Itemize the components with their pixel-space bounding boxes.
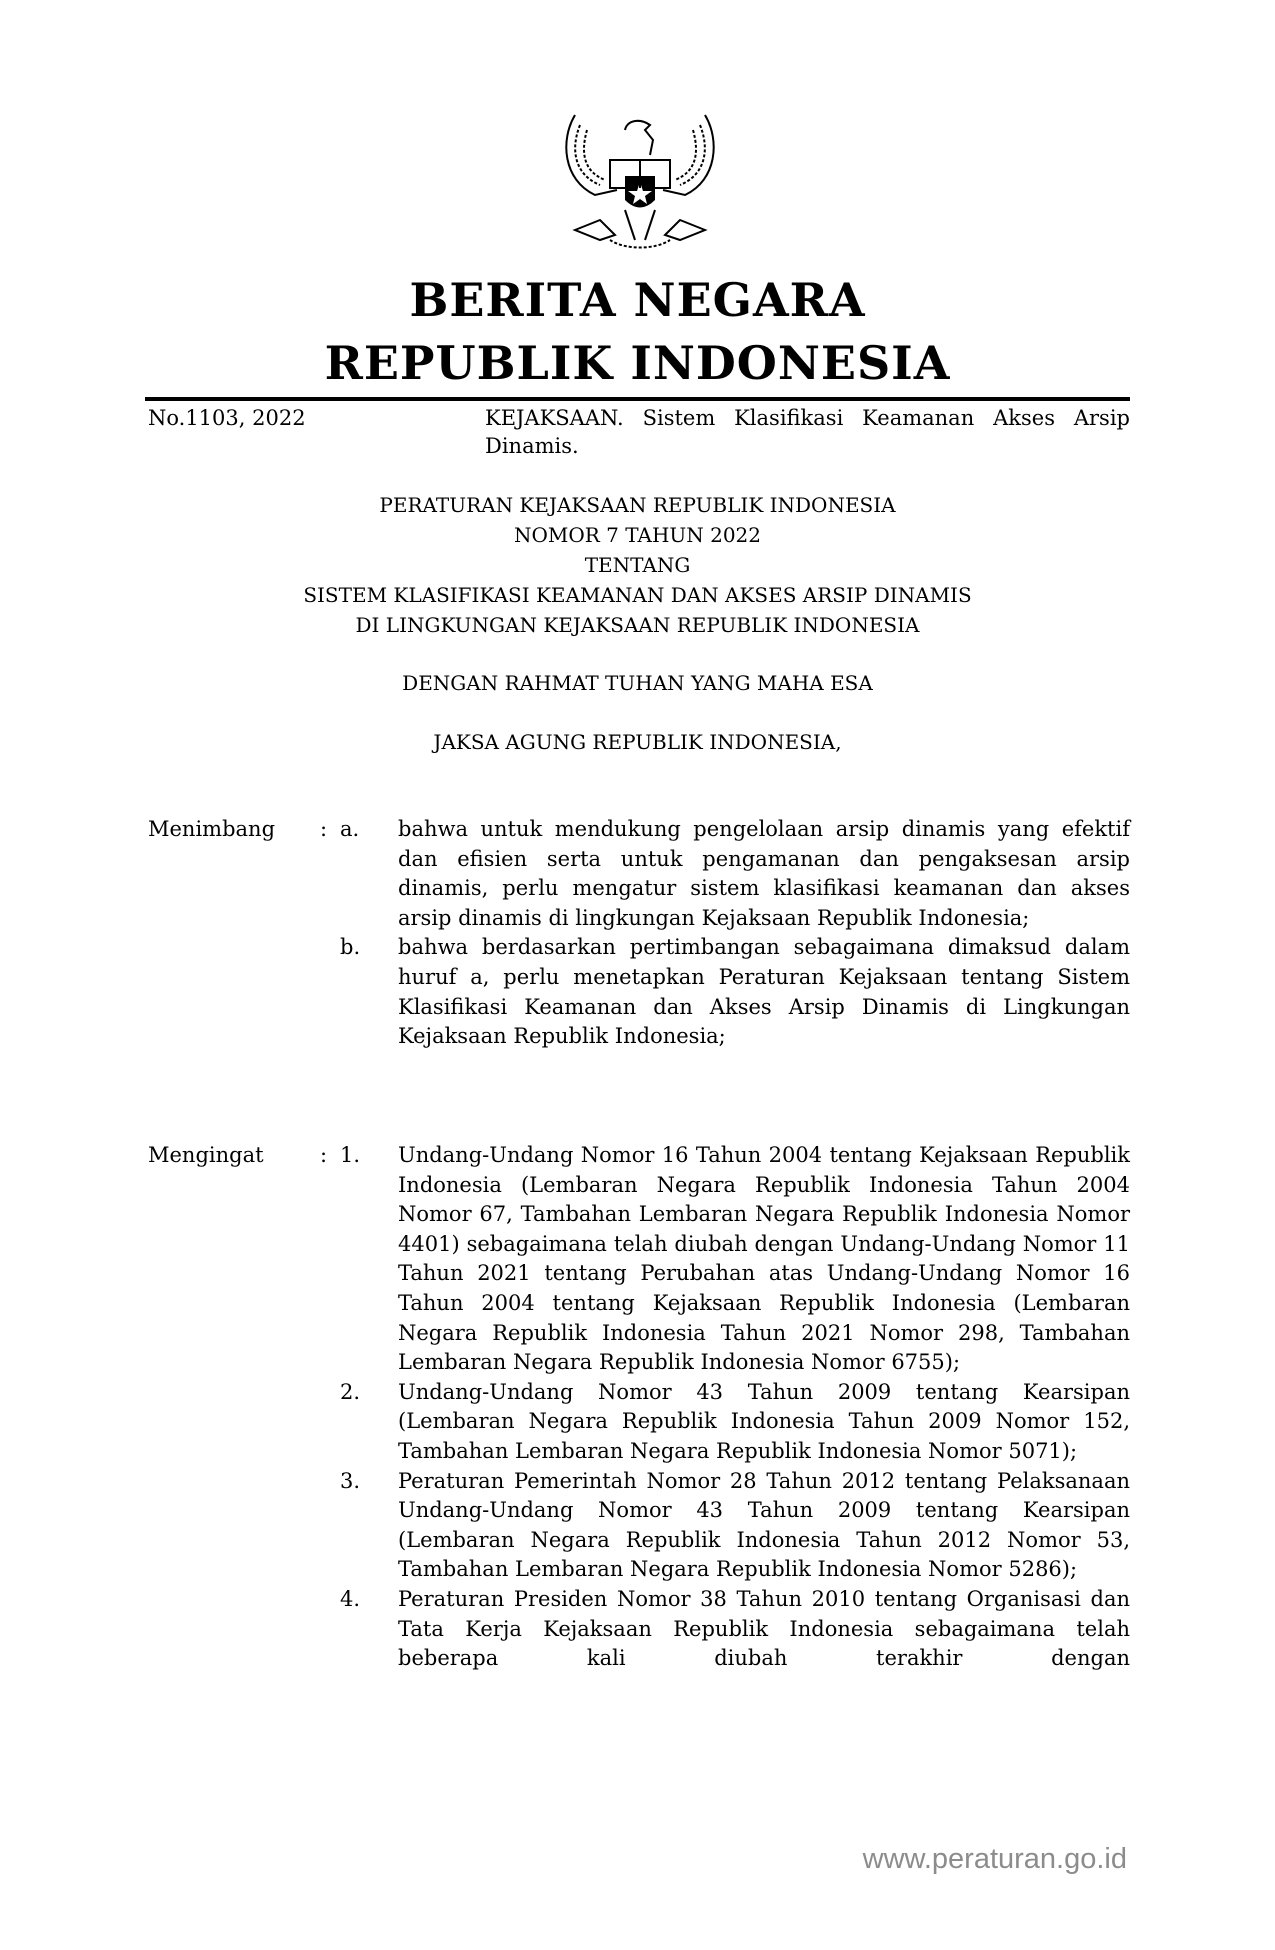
gazette-summary: KEJAKSAAN. Sistem Klasifikasi Keamanan Akses Arsip Dinamis. <box>485 406 1130 458</box>
list-item <box>340 1467 1130 1585</box>
authority: JAKSA AGUNG REPUBLIK INDONESIA, <box>433 730 842 754</box>
item-marker: 2. <box>340 1379 361 1404</box>
list-item <box>340 933 1130 1051</box>
list-item <box>340 1378 1130 1467</box>
item-marker: a. <box>340 817 360 841</box>
item-text: bahwa berdasarkan pertimbangan sebagaimana dimaksud dalam huruf a, perlu menetapkan Peraturan Kejaksaan tentang Sistem Klasifikasi Keamanan dan Akses Arsip Dinamis di Lingkungan Kejaksaan Republik Indonesia; <box>398 935 1130 1049</box>
item-text: bahwa untuk mendukung pengelolaan arsip dinamis yang efektif dan efisien serta untuk pengamanan dan pengaksesan arsip dinamis, perlu mengatur sistem klasifikasi keamanan dan akses arsip dinamis di lingkungan Kejaksaan Republik Indonesia; <box>398 817 1130 930</box>
invocation: DENGAN RAHMAT TUHAN YANG MAHA ESA <box>402 671 873 695</box>
colon: : <box>320 817 328 841</box>
colon: : <box>320 1143 328 1167</box>
item-text: Peraturan Presiden Nomor 38 Tahun 2010 tentang Organisasi dan Tata Kerja Kejaksaan Republik Indonesia sebagaimana telah beberapa kali diubah terakhir dengan <box>398 1586 1130 1671</box>
menimbang-section <box>148 815 1130 1052</box>
regulation-tentang: TENTANG <box>584 553 691 577</box>
regulation-subject-line1: SISTEM KLASIFIKASI KEAMANAN DAN AKSES ARSIP DINAMIS <box>303 583 972 607</box>
mengingat-label: Mengingat <box>148 1143 264 1167</box>
item-marker: 4. <box>340 1586 361 1611</box>
mengingat-section <box>148 1141 1130 1674</box>
list-item <box>340 1141 1130 1378</box>
item-text: Undang-Undang Nomor 16 Tahun 2004 tentang Kejaksaan Republik Indonesia (Lembaran Negara Republik Indonesia Tahun 2004 Nomor 67, Tambahan Lembaran Negara Republik Indonesia Nomor 4401) sebagaimana telah diubah dengan Undang-Undang Nomor 11 Tahun 2021 tentang Perubahan atas Undang-Undang Nomor 16 Tahun 2004 tentang Kejaksaan Republik Indonesia (Lembaran Negara Republik Indonesia Tahun 2021 Nomor 298, Tambahan Lembaran Negara Republik Indonesia Nomor 6755); <box>398 1143 1130 1375</box>
gazette-number: No.1103, 2022 <box>148 406 306 430</box>
watermark-link[interactable]: www.peraturan.go.id <box>862 1843 1127 1875</box>
masthead-title: BERITA NEGARA <box>409 273 866 327</box>
garuda-emblem-icon <box>555 100 725 260</box>
regulation-issuer: PERATURAN KEJAKSAAN REPUBLIK INDONESIA <box>379 493 896 517</box>
masthead-divider <box>145 397 1130 401</box>
list-item <box>340 815 1130 933</box>
item-marker: 3. <box>340 1468 361 1493</box>
item-text: Undang-Undang Nomor 43 Tahun 2009 tentang Kearsipan (Lembaran Negara Republik Indonesia Tahun 2009 Nomor 152, Tambahan Lembaran Negara Republik Indonesia Nomor 5071); <box>398 1379 1130 1463</box>
regulation-number: NOMOR 7 TAHUN 2022 <box>513 523 761 547</box>
masthead-subtitle: REPUBLIK INDONESIA <box>324 336 951 390</box>
item-marker: 1. <box>340 1143 361 1167</box>
regulation-title-block <box>145 490 1130 640</box>
item-marker: b. <box>340 935 361 960</box>
list-item <box>340 1585 1130 1674</box>
menimbang-label: Menimbang <box>148 817 276 841</box>
item-text: Peraturan Pemerintah Nomor 28 Tahun 2012 tentang Pelaksanaan Undang-Undang Nomor 43 Tahun 2009 tentang Kearsipan (Lembaran Negara Republik Indonesia Tahun 2012 Nomor 53, Tambahan Lembaran Negara Republik Indonesia Nomor 5286); <box>398 1468 1130 1582</box>
regulation-subject-line2: DI LINGKUNGAN KEJAKSAAN REPUBLIK INDONESIA <box>355 613 920 637</box>
